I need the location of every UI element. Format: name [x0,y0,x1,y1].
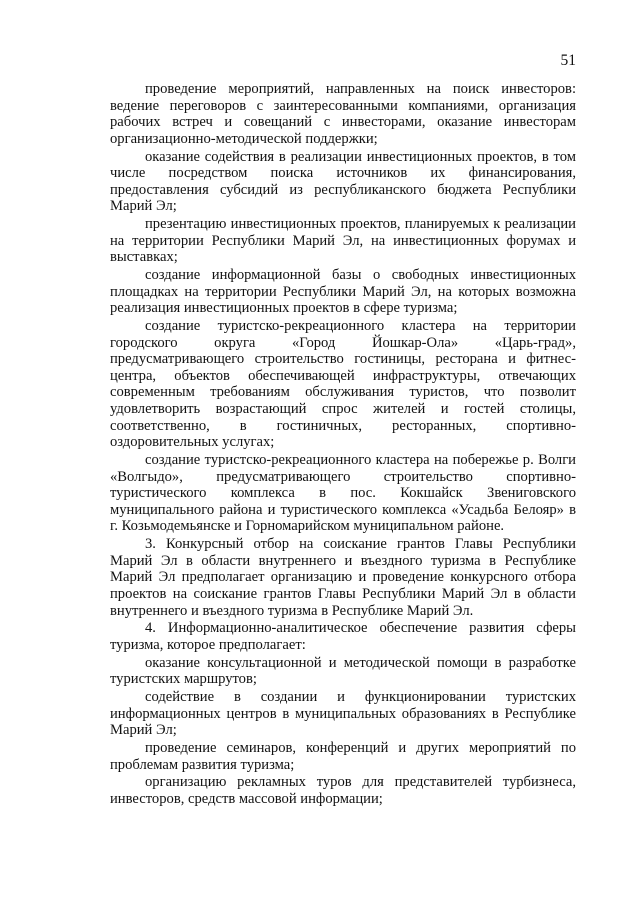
paragraph-volgydo-cluster: создание туристско-рекреационного кластера на побережье р. Волги «Волгыдо», предусматривающего строительство спортивно-туристического комплекса в пос. Кокшайск Звениговского муниципального района и туристического комплекса «Усадьба Белояр» в г. Козьмодемьянске и Горномарийском муниципальном районе. [110,452,576,535]
paragraph-tsar-grad-cluster: создание туристско-рекреационного кластера на территории городского округа «Город Йошкар-Ола» «Царь-град», предусматривающего строительство гостиницы, ресторана и фитнес-центра, объектов обеспечивающей инфраструктуры, отвечающих современным требованиям обслуживания туристов, что позволит удовлетворить возрастающий спрос жителей и гостей столицы, соответственно, в гостиничных, ресторанных, спортивно-оздоровительных услугах; [110,318,576,451]
page-number: 51 [560,52,576,69]
paragraph-seminars: проведение семинаров, конференций и других мероприятий по проблемам развития туризма; [110,740,576,773]
paragraph-information-support: 4. Информационно-аналитическое обеспечение развития сферы туризма, которое предполагает: [110,620,576,653]
paragraph-consulting-help: оказание консультационной и методической помощи в разработке туристских маршрутов; [110,654,576,688]
paragraph-advertising-tours: организацию рекламных туров для представителей турбизнеса, инвесторов, средств массовой информации; [110,774,576,807]
paragraph-project-presentation: презентацию инвестиционных проектов, планируемых к реализации на территории Республики Марий Эл, на инвестиционных форумах и выставках; [110,216,576,266]
paragraph-project-assistance: оказание содействия в реализации инвестиционных проектов, в том числе посредством поиска источников их финансирования, предоставления субсидий из республиканского бюджета Республики Марий Эл; [110,148,576,215]
paragraph-information-base: создание информационной базы о свободных инвестиционных площадках на территории Республики Марий Эл, на которых возможна реализация инвестиционных проектов в сфере туризма; [110,267,576,317]
body-text [110,81,576,808]
paragraph-info-centers: содействие в создании и функционировании туристских информационных центров в муниципальных образованиях в Республике Марий Эл; [110,689,576,739]
paragraph-grant-competition: 3. Конкурсный отбор на соискание грантов Главы Республики Марий Эл в области внутреннего и въездного туризма в Республике Марий Эл предполагает организацию и проведение конкурсного отбора проектов на соискание грантов Главы Республики Марий Эл в области внутреннего и въездного туризма в Республике Марий Эл. [110,536,576,619]
paragraph-investor-search: проведение мероприятий, направленных на поиск инвесторов: ведение переговоров с заинтересованными компаниями, организация рабочих встреч и совещаний с инвесторами, оказание инвесторам организационно-методической поддержки; [110,81,576,147]
